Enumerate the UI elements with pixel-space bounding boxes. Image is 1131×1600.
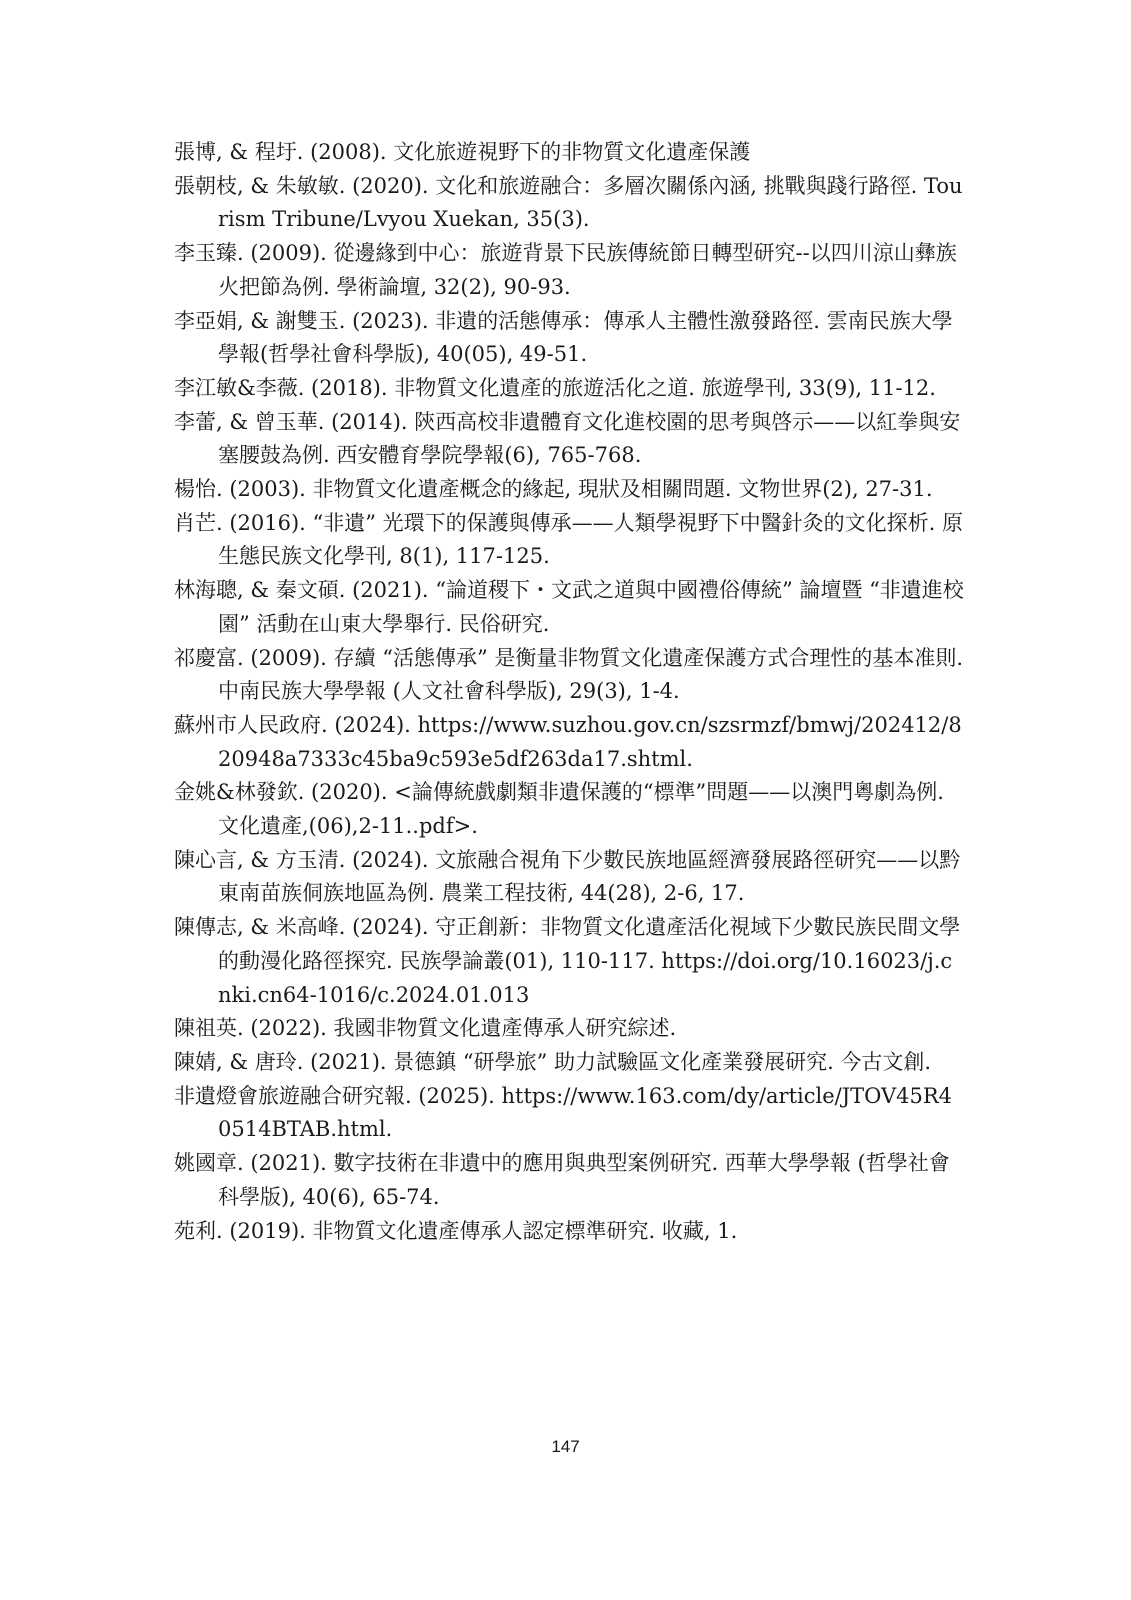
reference-entry: 張博, & 程圩. (2008). 文化旅遊視野下的非物質文化遺產保護 — [174, 140, 751, 164]
reference-entry: 苑利. (2019). 非物質文化遺產傳承人認定標準研究. 收藏, 1. — [174, 1218, 738, 1243]
reference-entry: 非遺燈會旅遊融合研究報. (2025). https://www.163.com/dy/article/JTOV45R40514BTAB.html. — [174, 1083, 953, 1142]
reference-entry: 張朝枝, & 朱敏敏. (2020). 文化和旅遊融合：多層次關係內涵, 挑戰與踐行路徑. Tourism Tribune/Lvyou Xuekan, 35(3). — [174, 173, 963, 232]
reference-entry: 陳祖英. (2022). 我國非物質文化遺產傳承人研究綜述. — [174, 1016, 677, 1041]
reference-entry: 陳傳志, & 米高峰. (2024). 守正創新：非物質文化遺產活化視域下少數民族民間文學的動漫化路徑探究. 民族學論叢(01), 110-117. https://doi.org/10.16023/j.cnki.cn64-1016/c.2024.01.013 — [174, 915, 961, 1007]
reference-entry: 李蕾, & 曾玉華. (2014). 陝西高校非遺體育文化進校園的思考與啓示——以紅拳與安塞腰鼓為例. 西安體育學院學報(6), 765-768. — [174, 409, 961, 468]
reference-entry: 金姚&林發欽. (2020). <論傳統戲劇類非遺保護的“標準”問題——以澳門粵劇為例.文化遺產,(06),2-11..pdf>. — [174, 780, 944, 839]
page-number: 147 — [551, 1437, 580, 1456]
reference-entry: 李江敏&李薇. (2018). 非物質文化遺產的旅遊活化之道. 旅遊學刊, 33(9), 11-12. — [174, 375, 936, 400]
reference-entry: 姚國章. (2021). 數字技術在非遺中的應用與典型案例研究. 西華大學學報 (哲學社會科學版), 40(6), 65-74. — [174, 1151, 950, 1209]
reference-list — [174, 136, 964, 1248]
reference-entry: 陳心言, & 方玉清. (2024). 文旅融合視角下少數民族地區經濟發展路徑研究——以黔東南苗族侗族地區為例. 農業工程技術, 44(28), 2-6, 17. — [174, 847, 961, 906]
reference-entry: 李玉臻. (2009). 從邊緣到中心：旅遊背景下民族傳統節日轉型研究--以四川涼山彝族火把節為例. 學術論壇, 32(2), 90-93. — [174, 241, 957, 299]
reference-entry: 蘇州市人民政府. (2024). https://www.suzhou.gov.cn/szsrmzf/bmwj/202412/820948a7333c45ba9c593e5df263da17.shtml. — [174, 712, 962, 771]
reference-entry: 李亞娟, & 謝雙玉. (2023). 非遺的活態傳承：傳承人主體性激發路徑. 雲南民族大學學報(哲學社會科學版), 40(05), 49-51. — [174, 308, 953, 367]
reference-entry: 祁慶富. (2009). 存續 “活態傳承” 是衡量非物質文化遺產保護方式合理性的基本准則. 中南民族大學學報 (人文社會科學版), 29(3), 1-4. — [174, 645, 964, 704]
reference-entry: 陳婧, & 唐玲. (2021). 景德鎮 “研學旅” 助力試驗區文化產業發展研究. 今古文創. — [174, 1049, 932, 1074]
reference-entry: 林海聰, & 秦文碩. (2021). “論道稷下・文武之道與中國禮俗傳統” 論壇暨 “非遺進校園” 活動在山東大學舉行. 民俗研究. — [174, 578, 964, 636]
reference-entry: 肖芒. (2016). “非遺” 光環下的保護與傳承——人類學視野下中醫針灸的文化探析. 原生態民族文化學刊, 8(1), 117-125. — [174, 510, 964, 569]
reference-entry: 楊怡. (2003). 非物質文化遺產概念的緣起, 現狀及相關問題. 文物世界(2), 27-31. — [174, 477, 933, 502]
